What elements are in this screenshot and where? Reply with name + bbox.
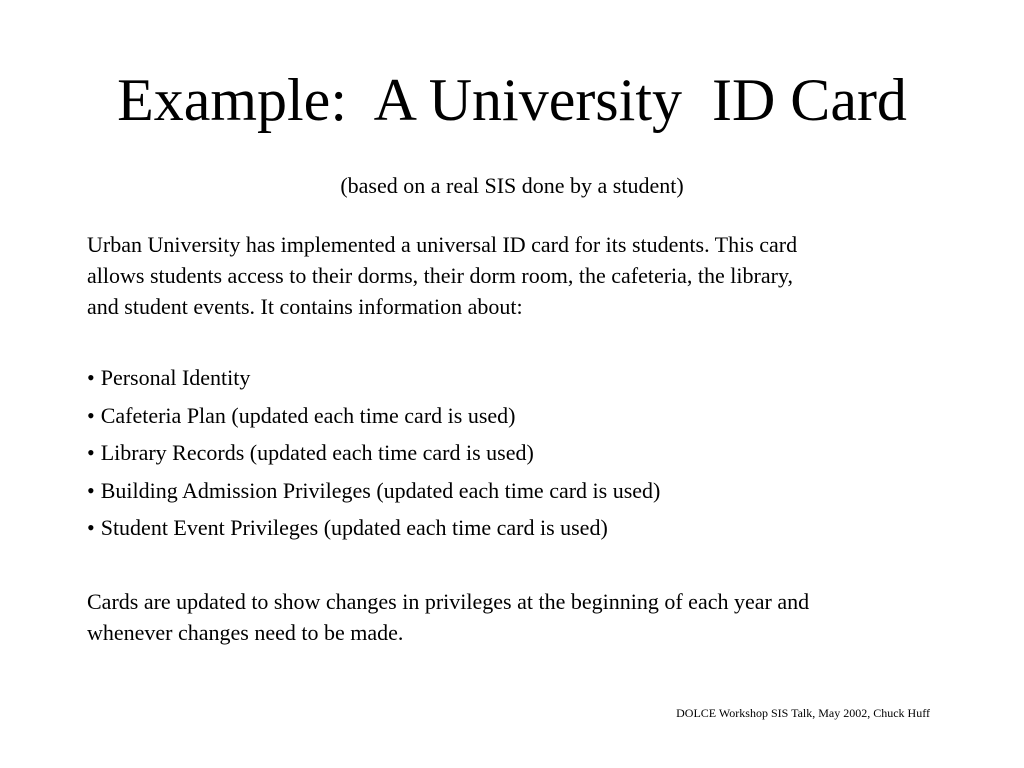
bullet-text: Building Admission Privileges (updated each time card is used): [100, 477, 661, 503]
closing-paragraph: Cards are updated to show changes in privileges at the beginning of each year and whenever changes need to be made.: [87, 589, 810, 645]
bullet-mark: •: [87, 440, 95, 465]
slide-title: Example: A University ID Card: [117, 67, 907, 133]
bullet-text: Personal Identity: [100, 365, 251, 390]
bullet-mark: •: [87, 515, 95, 540]
bullet-mark: •: [87, 477, 95, 503]
bullet-item: [87, 514, 937, 542]
bullet-item: [87, 439, 937, 467]
slide-subtitle: (based on a real SIS done by a student): [340, 173, 684, 198]
bullet-item: [87, 364, 937, 392]
bullet-text: Library Records (updated each time card is used): [100, 440, 534, 465]
bullet-list: [87, 364, 937, 552]
bullet-text: Cafeteria Plan (updated each time card is used): [100, 402, 516, 428]
bullet-mark: •: [87, 402, 95, 428]
bullet-item: [87, 402, 937, 430]
intro-paragraph: Urban University has implemented a universal ID card for its students. This card allows students access to their dorms, their dorm room, the cafeteria, the library, and student events. It contains information about:: [87, 232, 798, 319]
bullet-text: Student Event Privileges (updated each time card is used): [100, 515, 608, 540]
footer-credit: DOLCE Workshop SIS Talk, May 2002, Chuck Huff: [676, 706, 930, 720]
bullet-mark: •: [87, 365, 95, 390]
bullet-item: [87, 477, 937, 505]
